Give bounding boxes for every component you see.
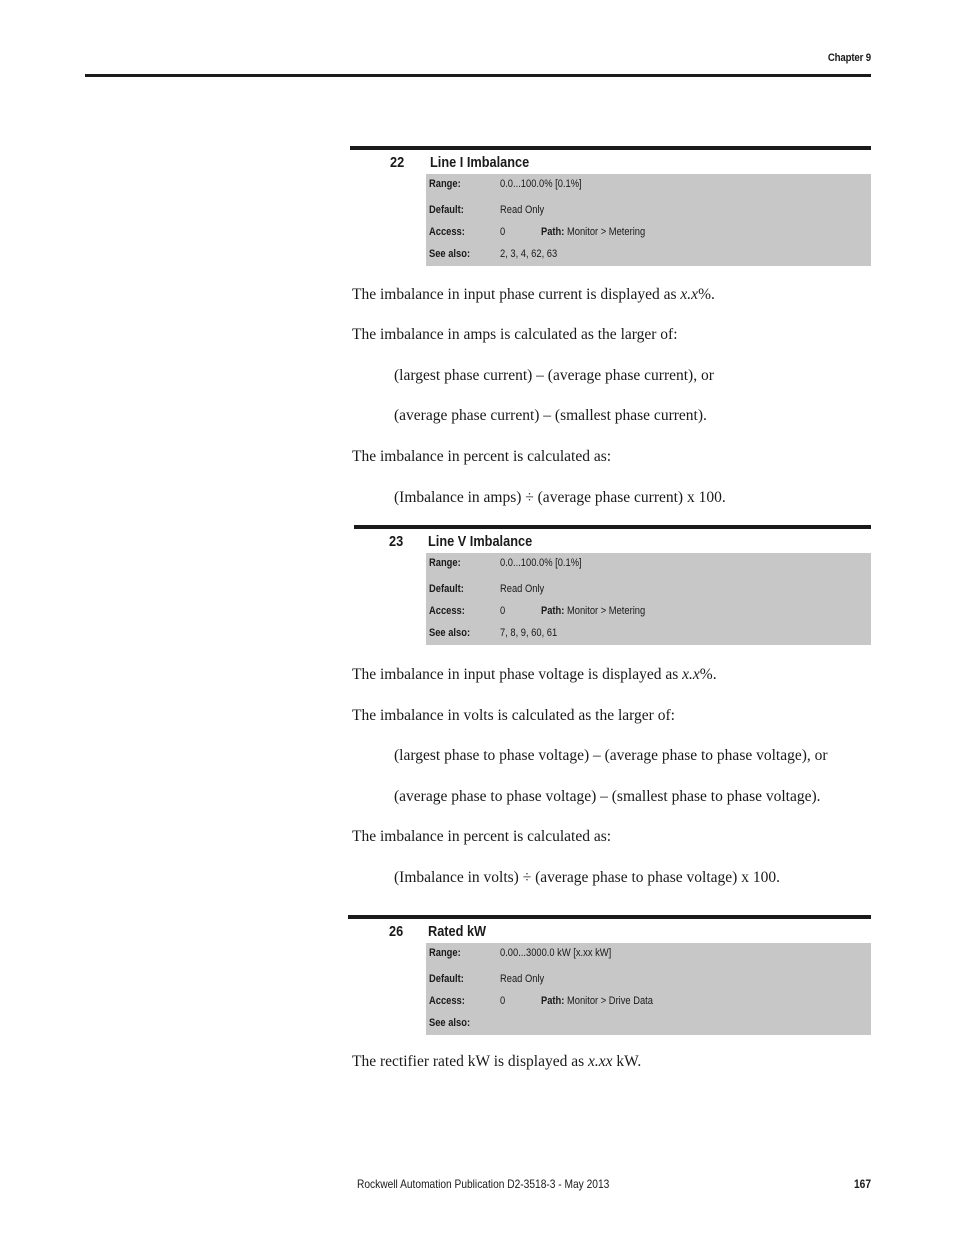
param-info-box — [426, 553, 871, 645]
paragraph: The imbalance in volts is calculated as the larger of: — [352, 707, 675, 724]
paragraph: The imbalance in percent is calculated as: — [352, 828, 612, 845]
access-row — [426, 995, 871, 1015]
default-row — [426, 204, 871, 224]
param-23-block — [354, 525, 871, 645]
see-also-label: See also: — [429, 248, 471, 260]
path-value: Path: Monitor > Metering — [541, 226, 646, 238]
access-row — [426, 605, 871, 625]
formula-line: (Imbalance in volts) ÷ (average phase to phase voltage) x 100. — [394, 869, 780, 886]
default-row — [426, 583, 871, 603]
param-26-block — [348, 915, 871, 1035]
range-label: Range: — [429, 947, 461, 959]
param-name: Line V Imbalance — [428, 533, 533, 550]
formula-line: (average phase current) – (smallest phase current). — [394, 407, 707, 424]
see-also-row — [426, 627, 871, 647]
paragraph: The imbalance in percent is calculated as: — [352, 448, 612, 465]
formula-line: (largest phase current) – (average phase current), or — [394, 367, 714, 384]
default-label: Default: — [429, 583, 464, 595]
range-value: 0.0...100.0% [0.1%] — [500, 557, 582, 569]
param-info-box — [426, 174, 871, 266]
path-value: Path: Monitor > Drive Data — [541, 995, 653, 1007]
param-number: 23 — [389, 533, 404, 550]
param-title-row — [348, 919, 871, 943]
default-value: Read Only — [500, 583, 545, 595]
path-value: Path: Monitor > Metering — [541, 605, 646, 617]
param-number: 22 — [390, 154, 405, 171]
param-number: 26 — [389, 923, 404, 940]
see-also-row — [426, 248, 871, 268]
range-row — [426, 178, 871, 198]
access-row — [426, 226, 871, 246]
formula-line: (average phase to phase voltage) – (smallest phase to phase voltage). — [394, 788, 821, 805]
paragraph: The imbalance in input phase voltage is displayed as x.x%. — [352, 666, 717, 683]
range-label: Range: — [429, 557, 461, 569]
default-label: Default: — [429, 973, 464, 985]
see-also-label: See also: — [429, 1017, 471, 1029]
see-also-row — [426, 1017, 871, 1037]
paragraph: The rectifier rated kW is displayed as x.xx kW. — [352, 1053, 642, 1070]
see-also-value: 7, 8, 9, 60, 61 — [500, 627, 558, 639]
default-label: Default: — [429, 204, 464, 216]
range-value: 0.00...3000.0 kW [x.xx kW] — [500, 947, 612, 959]
param-name: Rated kW — [428, 923, 487, 940]
range-row — [426, 557, 871, 577]
see-also-label: See also: — [429, 627, 471, 639]
formula-line: (Imbalance in amps) ÷ (average phase current) x 100. — [394, 489, 726, 506]
paragraph: The imbalance in input phase current is displayed as x.x%. — [352, 286, 715, 303]
chapter-label: Chapter 9 — [827, 52, 871, 64]
access-value: 0 — [500, 226, 506, 238]
header-rule — [85, 74, 871, 77]
footer-publication: Rockwell Automation Publication D2-3518-3 - May 2013 — [357, 1177, 610, 1191]
access-label: Access: — [429, 605, 465, 617]
range-value: 0.0...100.0% [0.1%] — [500, 178, 582, 190]
default-row — [426, 973, 871, 993]
param-title-row — [350, 150, 871, 174]
access-value: 0 — [500, 995, 506, 1007]
param-info-box — [426, 943, 871, 1035]
access-value: 0 — [500, 605, 506, 617]
param-name: Line I Imbalance — [430, 154, 530, 171]
page-number: 167 — [853, 1177, 871, 1191]
default-value: Read Only — [500, 973, 545, 985]
range-row — [426, 947, 871, 967]
param-title-row — [354, 529, 871, 553]
access-label: Access: — [429, 995, 465, 1007]
range-label: Range: — [429, 178, 461, 190]
paragraph: The imbalance in amps is calculated as the larger of: — [352, 326, 678, 343]
param-22-block — [350, 146, 871, 266]
access-label: Access: — [429, 226, 465, 238]
formula-line: (largest phase to phase voltage) – (average phase to phase voltage), or — [394, 747, 828, 764]
default-value: Read Only — [500, 204, 545, 216]
see-also-value: 2, 3, 4, 62, 63 — [500, 248, 558, 260]
